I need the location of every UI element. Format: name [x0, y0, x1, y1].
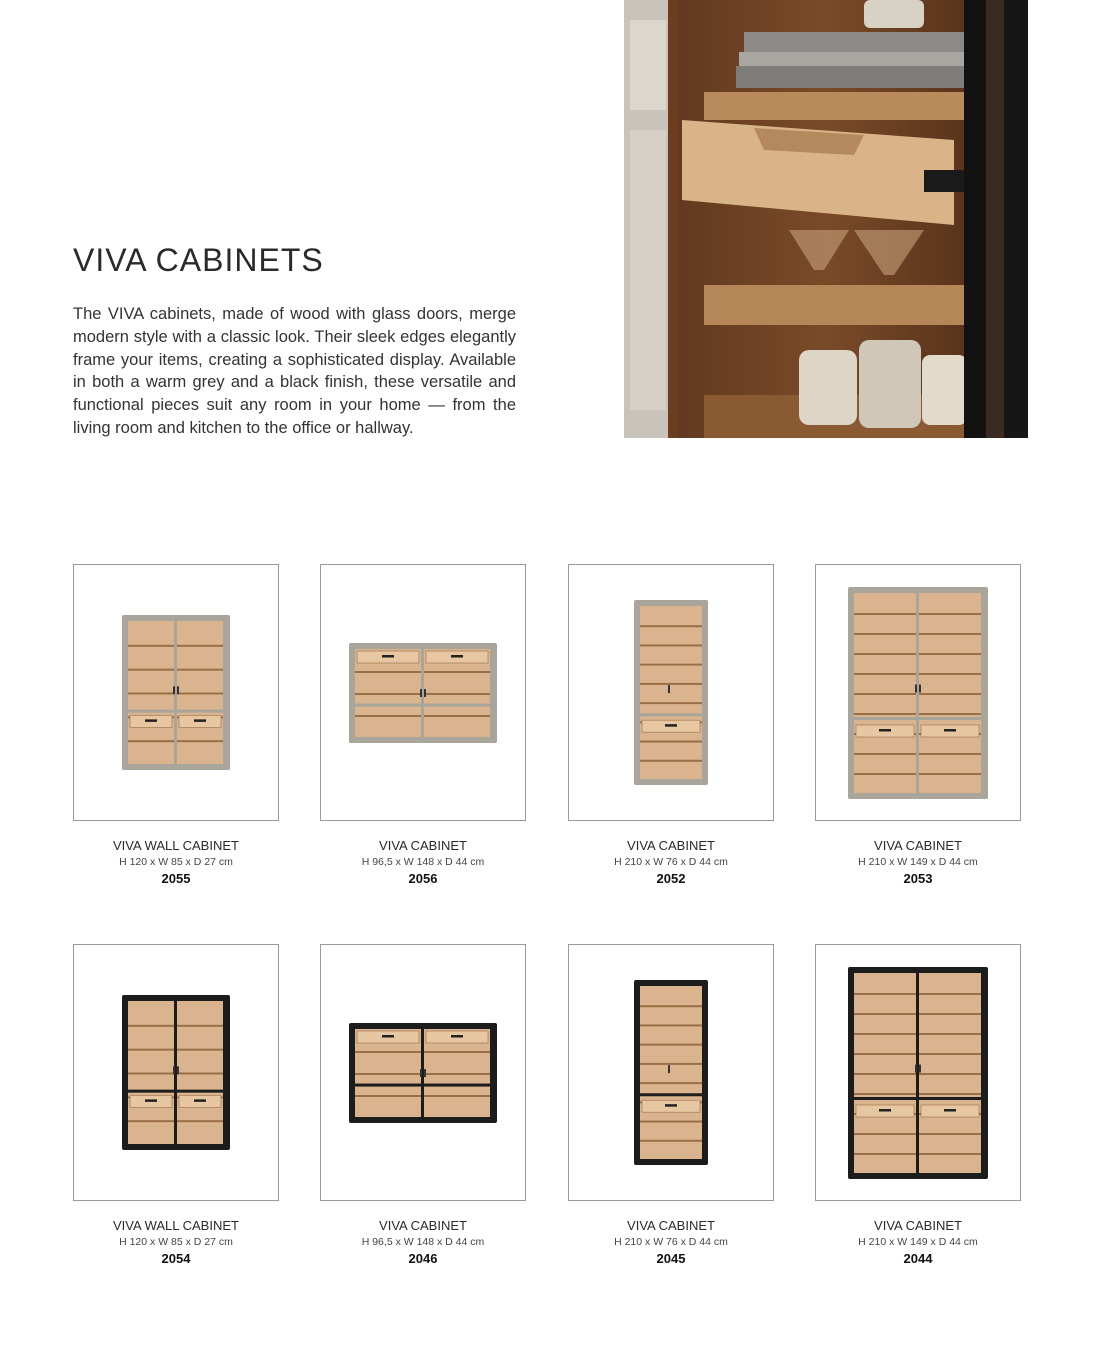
product-image: [568, 564, 774, 821]
product-name: VIVA CABINET: [379, 838, 467, 853]
product-image: [73, 944, 279, 1201]
product-caption: [320, 837, 526, 887]
product-card: [73, 944, 279, 1267]
product-card: [815, 944, 1021, 1267]
product-code: 2052: [656, 871, 686, 886]
product-caption: [815, 1217, 1021, 1267]
product-caption: [73, 837, 279, 887]
page-title: VIVA CABINETS: [73, 242, 324, 278]
product-dimensions: H 120 x W 85 x D 27 cm: [119, 1236, 233, 1248]
product-code: 2054: [161, 1251, 191, 1266]
product-code: 2053: [903, 871, 933, 886]
product-image: [320, 564, 526, 821]
product-card: [320, 944, 526, 1267]
product-card: [815, 564, 1021, 887]
product-name: VIVA CABINET: [627, 838, 715, 853]
product-name: VIVA WALL CABINET: [113, 838, 239, 853]
product-code: 2046: [408, 1251, 438, 1266]
product-caption: [568, 1217, 774, 1267]
product-image: [815, 564, 1021, 821]
product-dimensions: H 210 x W 149 x D 44 cm: [858, 856, 978, 868]
product-name: VIVA WALL CABINET: [113, 1218, 239, 1233]
product-card: [568, 564, 774, 887]
product-image: [815, 944, 1021, 1201]
product-code: 2045: [656, 1251, 686, 1266]
product-image: [320, 944, 526, 1201]
product-image: [73, 564, 279, 821]
product-card: [568, 944, 774, 1267]
product-caption: [320, 1217, 526, 1267]
product-name: VIVA CABINET: [874, 838, 962, 853]
product-dimensions: H 120 x W 85 x D 27 cm: [119, 856, 233, 868]
product-name: VIVA CABINET: [379, 1218, 467, 1233]
product-code: 2055: [161, 871, 191, 886]
hero-photo: [624, 0, 1028, 438]
product-name: VIVA CABINET: [874, 1218, 962, 1233]
product-caption: [815, 837, 1021, 887]
product-caption: [73, 1217, 279, 1267]
product-dimensions: H 210 x W 76 x D 44 cm: [614, 1236, 728, 1248]
product-caption: [568, 837, 774, 887]
intro-paragraph: The VIVA cabinets, made of wood with glass doors, merge modern style with a classic look. Their sleek edges elegantly frame your items, creating a sophisticated display. Available in both a warm grey and a black finish, these versatile and functional pieces suit any room in your home — from the living room and kitchen to the office or hallway.: [73, 305, 516, 437]
product-image: [568, 944, 774, 1201]
product-code: 2056: [408, 871, 438, 886]
product-code: 2044: [903, 1251, 933, 1266]
product-dimensions: H 96,5 x W 148 x D 44 cm: [361, 856, 485, 868]
product-name: VIVA CABINET: [627, 1218, 715, 1233]
product-dimensions: H 96,5 x W 148 x D 44 cm: [361, 1236, 485, 1248]
product-card: [320, 564, 526, 887]
product-card: [73, 564, 279, 887]
product-dimensions: H 210 x W 76 x D 44 cm: [614, 856, 728, 868]
product-dimensions: H 210 x W 149 x D 44 cm: [858, 1236, 978, 1248]
